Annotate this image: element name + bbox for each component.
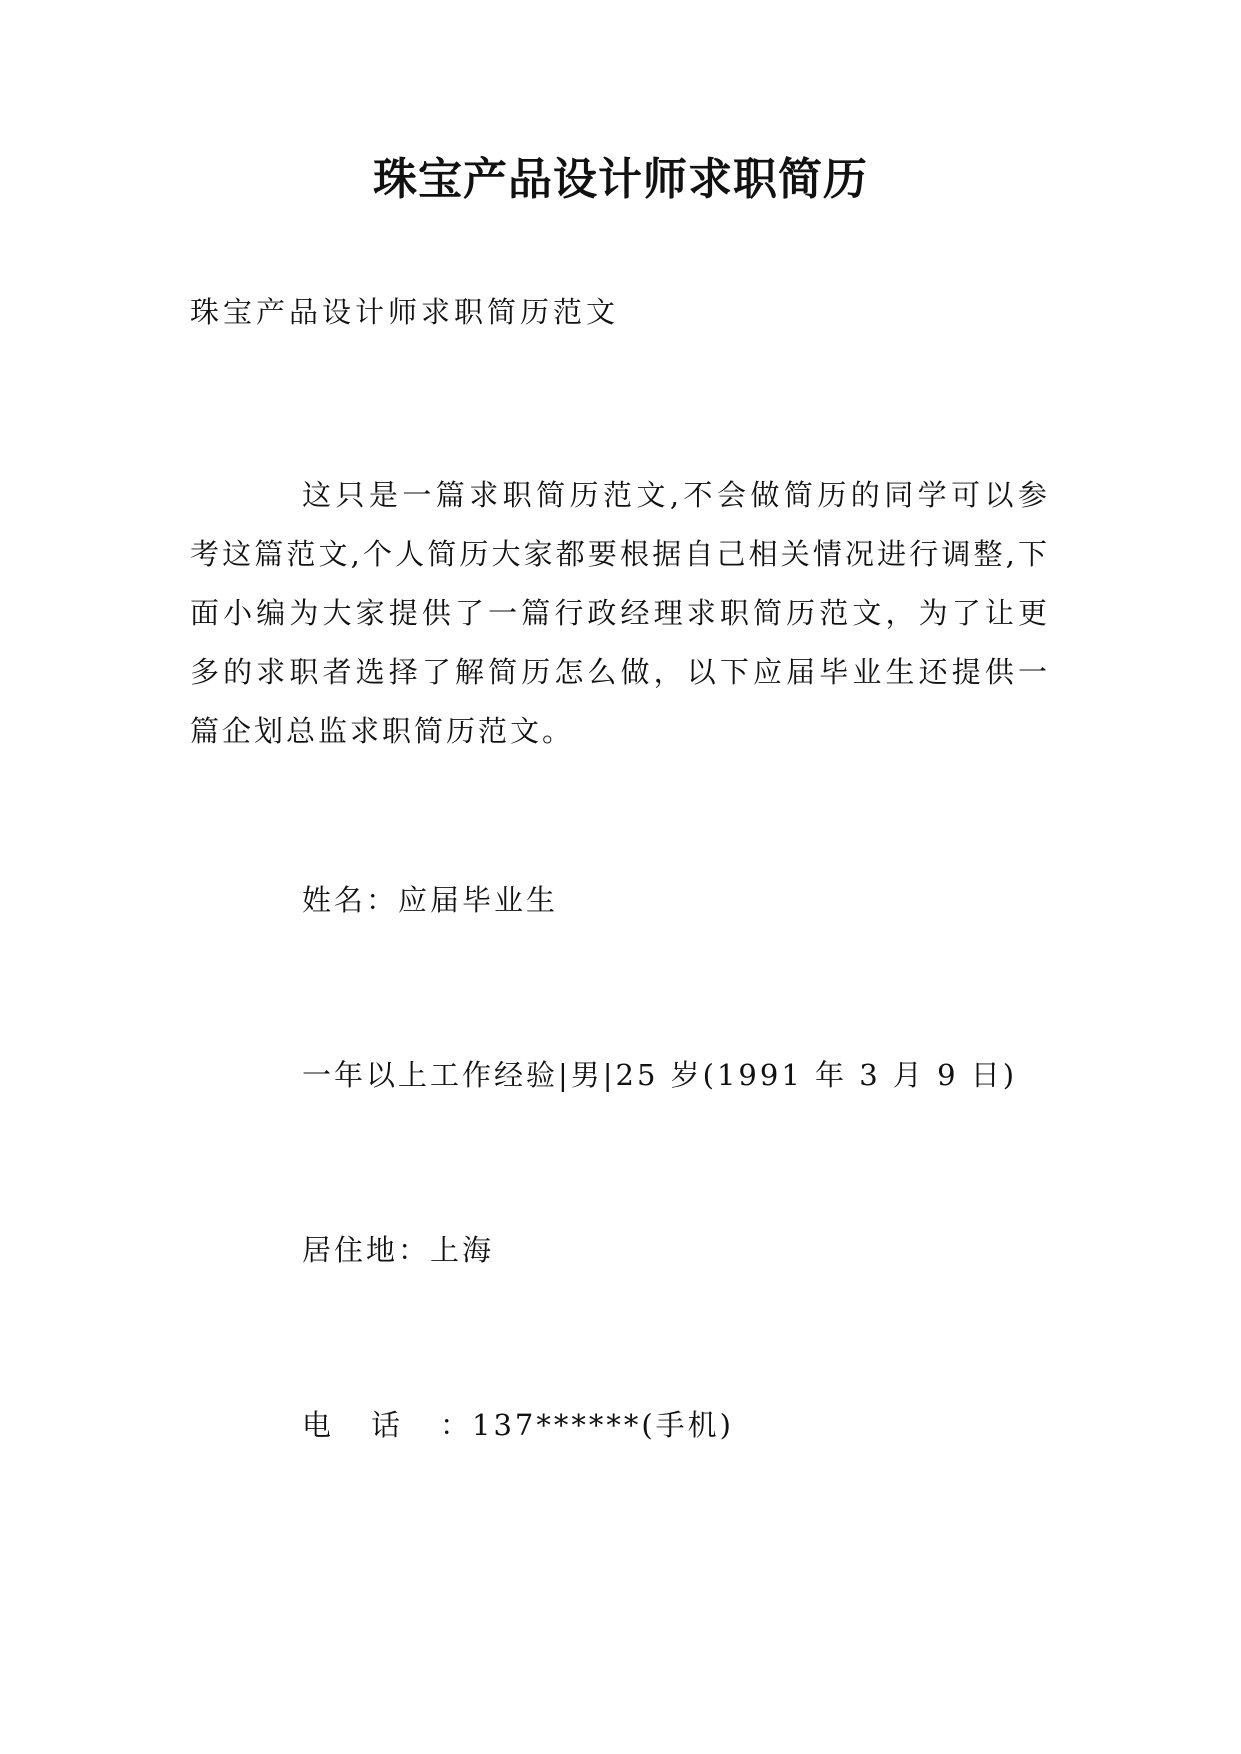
document-title: 珠宝产品设计师求职简历 — [373, 154, 868, 205]
document-subtitle: 珠宝产品设计师求职简历范文 — [190, 295, 620, 329]
residence-field: 居住地：上海 — [302, 1233, 495, 1267]
intro-paragraph: 这只是一篇求职简历范文,不会做简历的同学可以参考这篇范文,个人简历大家都要根据自己相关情况进行调整,下面小编为大家提供了一篇行政经理求职简历范文，为了让更多的求职者选择了解简历怎么做，以下应届毕业生还提供一篇企划总监求职简历范文。 — [190, 478, 1050, 748]
phone-field — [302, 1405, 734, 1445]
phone-value: ：137******(手机) — [440, 1408, 734, 1442]
experience-field: 一年以上工作经验|男|25 岁(1991 年 3 月 9 日) — [302, 1058, 1018, 1092]
name-field: 姓名：应届毕业生 — [302, 883, 559, 917]
phone-label: 电话 — [302, 1408, 441, 1442]
